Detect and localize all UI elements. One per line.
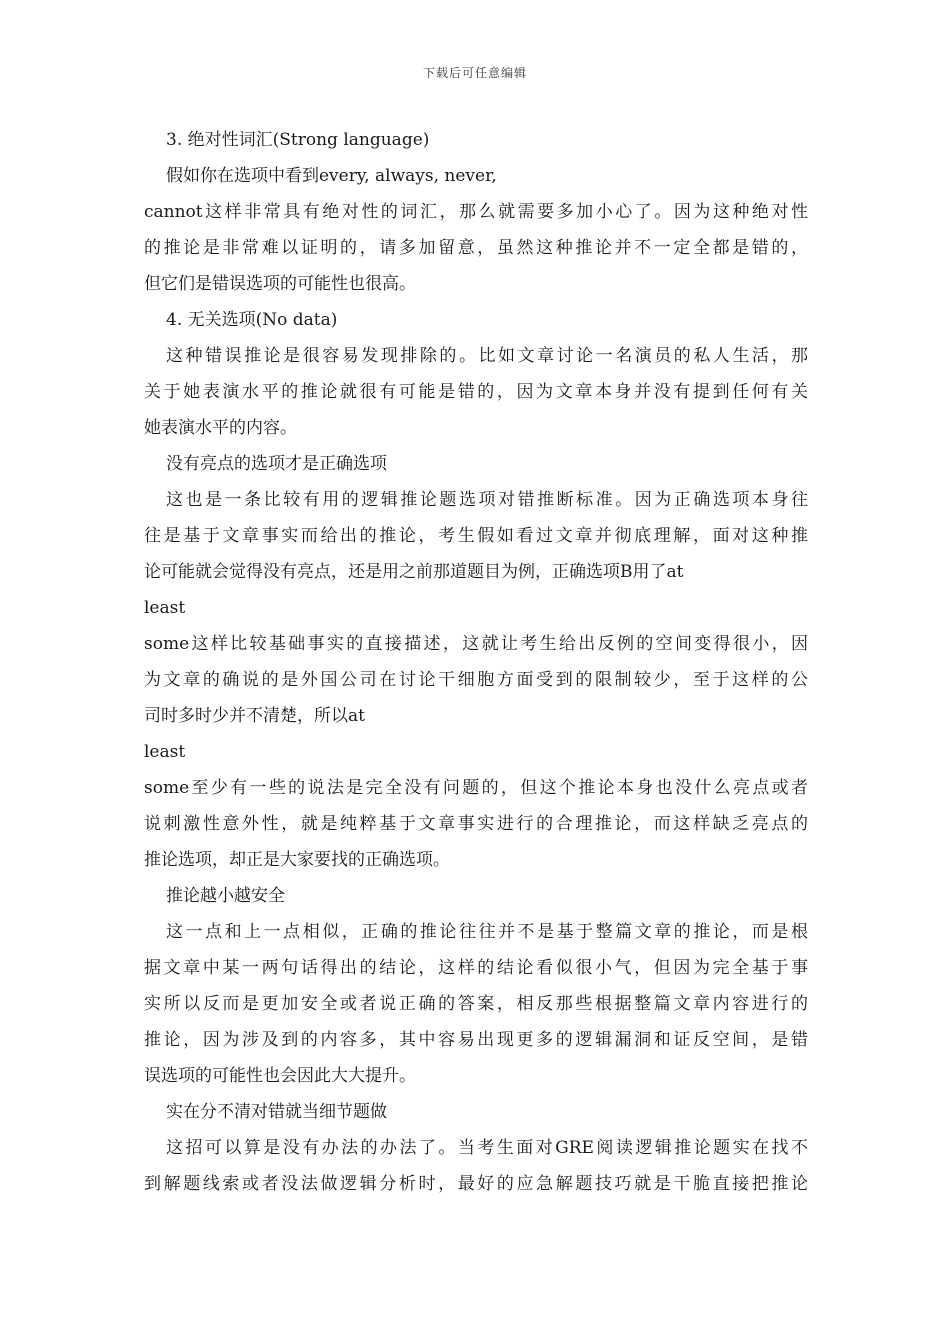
text-line: 的推论是非常难以证明的，请多加留意，虽然这种推论并不一定全都是错的，: [144, 238, 808, 258]
text-line: 她表演水平的内容。: [144, 418, 297, 438]
text-line: 3. 绝对性词汇(Strong language): [166, 130, 430, 150]
text-line: some这样比较基础事实的直接描述，这就让考生给出反例的空间变得很小，因: [144, 634, 808, 654]
text-line: 为文章的确说的是外国公司在讨论干细胞方面受到的限制较少，至于这样的公: [144, 670, 808, 690]
text-line: least: [144, 742, 186, 762]
text-line: 这种错误推论是很容易发现排除的。比如文章讨论一名演员的私人生活，那: [166, 346, 808, 366]
text-line: 假如你在选项中看到every, always, never,: [166, 166, 497, 186]
text-line: 关于她表演水平的推论就很有可能是错的，因为文章本身并没有提到任何有关: [144, 382, 808, 402]
text-line: 推论越小越安全: [166, 886, 285, 906]
text-line: 没有亮点的选项才是正确选项: [166, 454, 387, 474]
text-line: 司时多时少并不清楚，所以at: [144, 706, 365, 726]
text-line: 到解题线索或者没法做逻辑分析时，最好的应急解题技巧就是干脆直接把推论: [144, 1174, 808, 1194]
text-line: 推论，因为涉及到的内容多，其中容易出现更多的逻辑漏洞和证反空间，是错: [144, 1030, 808, 1050]
text-line: cannot这样非常具有绝对性的词汇，那么就需要多加小心了。因为这种绝对性: [144, 202, 808, 222]
document-body: [144, 122, 808, 1202]
text-line: 往是基于文章事实而给出的推论，考生假如看过文章并彻底理解，面对这种推: [144, 526, 808, 546]
text-line: 据文章中某一两句话得出的结论，这样的结论看似很小气，但因为完全基于事: [144, 958, 808, 978]
text-line: 论可能就会觉得没有亮点，还是用之前那道题目为例，正确选项B用了at: [144, 562, 684, 582]
text-line: 这也是一条比较有用的逻辑推论题选项对错推断标准。因为正确选项本身往: [166, 490, 808, 510]
text-line: 实所以反而是更加安全或者说正确的答案，相反那些根据整篇文章内容进行的: [144, 994, 808, 1014]
text-line: 这招可以算是没有办法的办法了。当考生面对GRE阅读逻辑推论题实在找不: [166, 1138, 808, 1158]
text-line: 实在分不清对错就当细节题做: [166, 1102, 387, 1122]
text-line: 误选项的可能性也会因此大大提升。: [144, 1066, 416, 1086]
text-line: 说刺激性意外性，就是纯粹基于文章事实进行的合理推论，而这样缺乏亮点的: [144, 814, 808, 834]
text-line: 4. 无关选项(No data): [166, 310, 338, 330]
text-line: 推论选项，却正是大家要找的正确选项。: [144, 850, 450, 870]
page-header: 下载后可任意编辑: [422, 66, 527, 80]
text-line: some至少有一些的说法是完全没有问题的，但这个推论本身也没什么亮点或者: [144, 778, 808, 798]
text-line: 但它们是错误选项的可能性也很高。: [144, 274, 416, 294]
text-line: 这一点和上一点相似，正确的推论往往并不是基于整篇文章的推论，而是根: [166, 922, 808, 942]
text-line: least: [144, 598, 186, 618]
